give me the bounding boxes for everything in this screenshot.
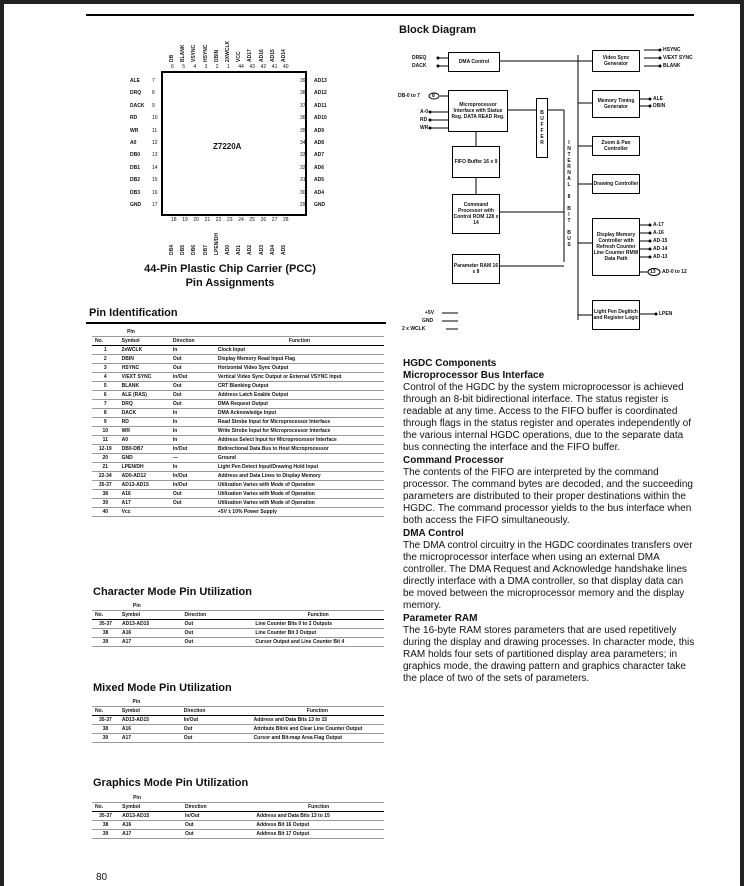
table-cell: 2xWCLK (119, 346, 170, 355)
table-group-label: Pin (92, 602, 182, 611)
table-cell: Address and Data Bits 13 to 15 (251, 716, 384, 725)
table-cell: Vcc (119, 508, 170, 517)
pin-number: 39 (300, 78, 306, 84)
sig-wr: WR (420, 125, 429, 131)
table-cell: In (170, 346, 215, 355)
param-ram-box: Parameter RAM 16 x 8 (452, 254, 500, 284)
sig-2xwclk: 2 x WCLK (402, 326, 426, 332)
table-cell: 1 (92, 346, 119, 355)
pin-number: 15 (152, 177, 158, 184)
table-cell: Clock Input (215, 346, 384, 355)
mpu-interface-box: Microprocessor Interface with Status Reg. DATA READ Reg. (448, 90, 508, 132)
table-header-cell: No. (92, 611, 119, 620)
table-cell: DACK (119, 409, 170, 418)
pin-signal: AD2 (247, 244, 254, 255)
pin-signal: DB4 (169, 244, 175, 255)
table-cell: AD13-AD15 (119, 620, 182, 629)
table-cell: Out (170, 400, 215, 409)
table-cell: Out (170, 490, 215, 499)
table-cell: Utilization Varies with Mode of Operation (215, 481, 384, 490)
char-mode-title: Character Mode Pin Utilization (93, 586, 252, 598)
table-cell: A17 (119, 830, 182, 839)
table-cell: CRT Blanking Output (215, 382, 384, 391)
table-cell: 35-37 (92, 481, 119, 490)
table-cell: +5V ± 10% Power Supply (215, 508, 384, 517)
sig-lpen: LPEN (659, 311, 673, 317)
table-cell: DMA Request Output (215, 400, 384, 409)
pin-signal: WR (130, 127, 139, 134)
pin-number: 16 (152, 189, 158, 196)
pin-signal: RD (130, 115, 138, 122)
table-cell: In/Out (182, 812, 253, 821)
table-header-cell: Symbol (119, 707, 181, 716)
pin-identification-title: Pin Identification (89, 307, 178, 319)
table-cell: In (170, 418, 215, 427)
table-cell: Utilization Varies with Mode of Operation (215, 490, 384, 499)
pin-signal: DB6 (191, 244, 198, 255)
pin-signal: GND (130, 202, 142, 208)
table-cell: 20 (92, 454, 119, 463)
sig-a16: A-16 (653, 230, 664, 236)
pin-signal: DB (169, 54, 175, 62)
table-cell: 35-37 (92, 716, 119, 725)
pin-number: 36 (300, 115, 306, 122)
table-cell: Bidirectional Data Bus to Host Microprocessor (215, 445, 384, 454)
sig-ad13: AD-13 (653, 254, 668, 260)
table-group-label: Pin (92, 698, 181, 707)
table-cell: 7 (92, 400, 119, 409)
pin-number: 35 (300, 127, 306, 134)
table-header-cell: No. (92, 707, 119, 716)
table-cell: Address Bit 16 Output (253, 821, 384, 830)
table-cell: Address Select Input for Microprocessor Interface (215, 436, 384, 445)
table-cell: 10 (92, 427, 119, 436)
table-cell: Out (170, 391, 215, 400)
pin-signal: DBIN (213, 49, 220, 62)
sig-ad15: AD-15 (653, 238, 668, 244)
pin-number: 3 (204, 64, 208, 70)
table-cell: BLANK (119, 382, 170, 391)
pin-signal: LPEN/DH (213, 233, 220, 255)
table-cell: 6 (92, 391, 119, 400)
pin-number: 1 (227, 64, 230, 70)
table-cell: 35-37 (92, 812, 119, 821)
pin-number: 21 (204, 217, 211, 223)
table-cell: DB0-DB7 (119, 445, 170, 454)
table-cell: 38 (92, 490, 119, 499)
table-cell: AD13-AD15 (119, 716, 181, 725)
pin-signal: AD10 (314, 115, 327, 122)
graphics-mode-title: Graphics Mode Pin Utilization (93, 777, 249, 789)
sig-bus8: 8 (432, 93, 435, 99)
table-cell: Line Counter Bits 0 to 2 Outputs (252, 620, 384, 629)
buffer-box: BUFFER (536, 98, 548, 158)
table-header-cell: Symbol (119, 803, 182, 812)
pin-number: 8 (152, 90, 155, 97)
pin-number: 28 (283, 217, 289, 223)
sig-bus13: 13 (650, 269, 656, 275)
fifo-box: FIFO Buffer 16 x 9 (452, 146, 500, 178)
sig-db: DB-0 to 7 (398, 93, 420, 99)
para-mpu: Control of the HGDC by the system microprocessor is achieved through an 8-bit bidirectional interface. The status register is readable at any time. Access to the FIFO buffer is coordinated through flags in the status register and operates independently of the various internal HGDC operations, due to the separate data bus connecting the interface and the FIFO buffer. (403, 382, 691, 453)
table-cell: Address and Data Lines to Display Memory (215, 472, 384, 481)
pin-signal: DB2 (130, 177, 141, 184)
table-cell: V/EXT SYNC (119, 373, 170, 382)
table-cell: A17 (119, 734, 181, 743)
pin-number: 42 (260, 64, 267, 70)
sig-dack: DACK (412, 63, 427, 69)
pin-signal: VCC (236, 51, 243, 62)
pin-number: 30 (300, 189, 306, 196)
table-header-cell: No. (92, 337, 119, 346)
table-cell: 39 (92, 638, 119, 647)
pin-number: 19 (182, 217, 188, 223)
pin-signal: AD11 (314, 102, 327, 109)
table-cell: Display Memory Read Input Flag (215, 355, 384, 364)
table-cell: 21 (92, 463, 119, 472)
sig-a0: A-0 (420, 109, 429, 115)
pin-signal: AD14 (281, 49, 287, 62)
pin-signal: AD13 (314, 78, 327, 84)
table-cell: AD13-AD15 (119, 481, 170, 490)
pin-signal: DB0 (130, 152, 141, 159)
pin-signal: A0 (130, 140, 137, 146)
table-cell: 4 (92, 373, 119, 382)
pin-signal: AD3 (258, 244, 265, 255)
table-cell: Vertical Video Sync Output or External VSYNC Input (215, 373, 384, 382)
chip-caption-line2: Pin Assignments (185, 277, 275, 289)
display-memory-box: Display Memory Controller with Refresh Counter Line Counter RMW Data Path (592, 218, 640, 276)
pin-number: 6 (171, 64, 174, 70)
pin-number: 25 (249, 217, 255, 223)
pin-signal: BLANK (180, 44, 187, 62)
para-dma: The DMA control circuitry in the HGDC coordinates transfers over the microprocessor interface when using an external DMA controller. The DMA Request and Acknowledge handshake lines directly interface with a DMA controller, so that display data can be moved between the microprocessor memory and the display memory. (403, 540, 693, 611)
pin-number: 12 (152, 140, 158, 146)
sig-gnd: GND (422, 318, 434, 324)
table-header-cell: Function (215, 337, 384, 346)
table-cell: AD13-AD15 (119, 812, 182, 821)
chip-caption-line1: 44-Pin Plastic Chip Carrier (PCC) (144, 263, 316, 275)
para-cmd: The contents of the FIFO are interpreted by the command processor. The command bytes are decoded, and the succeeding parameters are distributed to their proper destinations within the HGDC. The command processor yields to the bus interface when both access the FIFO simultaneously. (403, 467, 693, 526)
sig-5v: +5V (425, 310, 435, 316)
table-cell: A16 (119, 490, 170, 499)
table-cell: GND (119, 454, 170, 463)
table-cell: 38 (92, 725, 119, 734)
pin-number: 4 (193, 64, 197, 70)
memory-timing-box: Memory Timing Generator (592, 90, 640, 118)
pin-number: 43 (249, 64, 255, 70)
light-pen-box: Light Pen Deglitch and Register Logic (592, 300, 640, 330)
pin-number: 11 (152, 127, 158, 134)
table-cell: A17 (119, 499, 170, 508)
heading-components: HGDC Components (403, 358, 497, 369)
table-cell: DRQ (119, 400, 170, 409)
table-cell: Out (182, 830, 253, 839)
table-header-cell: Symbol (119, 611, 182, 620)
table-cell: RD (119, 418, 170, 427)
pin-signal: AD12 (314, 90, 327, 97)
sig-dreq: DREQ (412, 55, 427, 61)
table-cell: 9 (92, 418, 119, 427)
pin-signal: AD9 (314, 127, 325, 134)
table-cell: Out (182, 821, 253, 830)
table-cell: Out (181, 725, 251, 734)
sig-rd: RD (420, 117, 428, 123)
text-column (403, 358, 695, 686)
pin-signal: DACK (130, 102, 145, 109)
pin-signal: DB7 (202, 244, 209, 255)
table-cell: Write Strobe Input for Microprocessor Interface (215, 427, 384, 436)
block-diagram-title: Block Diagram (399, 24, 477, 36)
table-cell: Address and Data Bits 13 to 15 (253, 812, 384, 821)
table-cell: 5 (92, 382, 119, 391)
table-cell: Attribute Blink and Clear Line Counter Output (251, 725, 384, 734)
table-group-label: Pin (92, 328, 170, 337)
pin-number: 32 (300, 164, 306, 171)
table-cell: Line Counter Bit 3 Output (252, 629, 384, 638)
chip-name: Z7220A (213, 142, 242, 151)
table-cell: 22-34 (92, 472, 119, 481)
pin-number: 5 (182, 64, 185, 70)
table-cell: Horizontal Video Sync Output (215, 364, 384, 373)
pin-signal: AD1 (236, 244, 243, 255)
sig-ad14: AD-14 (653, 246, 668, 252)
table-cell: 38 (92, 629, 119, 638)
table-cell: Ground (215, 454, 384, 463)
pin-signal: 2XWCLK (225, 40, 231, 62)
table-cell: ALE (RAS) (119, 391, 170, 400)
sig-blank: BLANK (663, 63, 681, 69)
table-cell: Cursor and Bit-map Area Flag Output (251, 734, 384, 743)
pin-signal: AD0 (225, 244, 231, 255)
pin-number: 20 (193, 217, 199, 223)
table-header-cell: Symbol (119, 337, 170, 346)
pin-number: 14 (152, 164, 158, 171)
table-cell: 11 (92, 436, 119, 445)
table-cell: DBIN (119, 355, 170, 364)
pin-number: 10 (152, 115, 158, 122)
cmd-processor-box: Command Processor with Control ROM 128 x 14 (452, 194, 500, 234)
table-cell: Out (170, 382, 215, 391)
sig-a17: A-17 (653, 222, 664, 228)
page-number: 80 (96, 872, 108, 883)
table-cell: Out (170, 499, 215, 508)
sig-ad0: AD-0 to 12 (662, 269, 687, 275)
table-cell: Address Latch Enable Output (215, 391, 384, 400)
heading-mpu: Microprocessor Bus Interface (403, 370, 545, 381)
table-cell: Out (181, 734, 251, 743)
pin-signal: AD15 (269, 49, 276, 62)
pin-signal: AD5 (281, 244, 287, 255)
pin-number: 7 (152, 78, 155, 84)
sig-dbin: DBIN (653, 103, 666, 109)
pin-number: 23 (227, 217, 233, 223)
table-cell: A16 (119, 725, 181, 734)
table-cell: In/Out (170, 445, 215, 454)
drawing-controller-box: Drawing Controller (592, 174, 640, 194)
table-cell: — (170, 454, 215, 463)
pin-number: 2 (215, 64, 219, 70)
table-cell: Out (170, 355, 215, 364)
table-cell: In/Out (181, 716, 251, 725)
table-cell: 35-37 (92, 620, 119, 629)
table-cell: A17 (119, 638, 182, 647)
pin-signal: HSYNC (202, 44, 209, 62)
table-cell: A0 (119, 436, 170, 445)
table-header-cell: Direction (181, 707, 251, 716)
pin-number: 17 (152, 202, 158, 208)
table-cell: Read Strobe Input for Microprocessor Interface (215, 418, 384, 427)
pin-number: 41 (271, 64, 278, 70)
pin-signal: AD4 (314, 189, 325, 196)
table-cell: 39 (92, 499, 119, 508)
table-cell: WR (119, 427, 170, 436)
sig-ale: ALE (653, 96, 663, 102)
table-cell: HSYNC (119, 364, 170, 373)
table-cell: In/Out (170, 481, 215, 490)
table-cell: In (170, 409, 215, 418)
table-cell: Out (182, 629, 253, 638)
table-cell: In (170, 427, 215, 436)
pin-number: 24 (238, 217, 244, 223)
pin-signal: AD5 (314, 177, 325, 184)
table-cell: Light Pen Detect Input/Drawing Hold Input (215, 463, 384, 472)
table-cell: Cursor Output and Line Counter Bit 4 (252, 638, 384, 647)
pin-number: 27 (271, 217, 278, 223)
pin-number: 18 (171, 217, 177, 223)
table-cell: 2 (92, 355, 119, 364)
pin-signal: ALE (130, 78, 140, 84)
pin-number: 37 (300, 102, 306, 109)
sig-vsync: V/EXT SYNC (663, 55, 693, 61)
table-cell: 39 (92, 734, 119, 743)
table-cell: In/Out (170, 472, 215, 481)
table-header-cell: Direction (182, 803, 253, 812)
para-param: The 16-byte RAM stores parameters that are used repetitively during the display and drawing processes. In character mode, this RAM holds four sets of partitioned display area parameters; in graphics mode, the drawing pattern and graphics character take the place of two of the sets of parameters. (403, 625, 695, 684)
pin-signal: DB5 (180, 244, 187, 255)
table-cell: Utilization Varies with Mode of Operation (215, 499, 384, 508)
table-header-cell: Function (251, 707, 384, 716)
pin-signal: DB1 (130, 164, 141, 171)
table-header-cell: Function (253, 803, 384, 812)
pin-signal: GND (314, 202, 326, 208)
table-cell: Out (182, 620, 253, 629)
sig-hsync: HSYNC (663, 47, 681, 53)
pin-number: 9 (152, 102, 155, 109)
zoom-pan-box: Zoom & Pan Controller (592, 136, 640, 156)
dma-control-box: DMA Control (448, 52, 500, 72)
table-cell: 38 (92, 821, 119, 830)
table-header-cell: No. (92, 803, 119, 812)
pin-signal: AD8 (314, 140, 325, 146)
table-cell: 39 (92, 830, 119, 839)
table-header-cell: Direction (170, 337, 215, 346)
pin-signal: AD6 (314, 164, 325, 171)
table-header-cell: Function (252, 611, 384, 620)
pin-number: 40 (283, 64, 289, 70)
table-cell: 3 (92, 364, 119, 373)
pin-signal: DRQ (130, 90, 142, 97)
pin-number: 22 (215, 217, 222, 223)
pin-signal: AD4 (269, 244, 276, 255)
video-sync-box: Video Sync Generator (592, 50, 640, 72)
table-cell: A16 (119, 821, 182, 830)
table-cell: In (170, 463, 215, 472)
table-cell: 12-19 (92, 445, 119, 454)
heading-dma: DMA Control (403, 528, 464, 539)
pin-number: 29 (300, 202, 306, 208)
pin-signal: AD17 (247, 49, 254, 62)
mixed-mode-title: Mixed Mode Pin Utilization (93, 682, 232, 694)
pin-number: 33 (300, 152, 306, 159)
pin-number: 13 (152, 152, 158, 159)
table-cell: AD0-AD12 (119, 472, 170, 481)
pin-number: 26 (260, 217, 267, 223)
table-cell: Out (170, 364, 215, 373)
table-cell: In (170, 436, 215, 445)
pin-signal: AD7 (314, 152, 325, 159)
internal-bus-label: INTERNAL 8 BIT BUS (566, 140, 572, 248)
table-header-cell: Direction (182, 611, 253, 620)
table-cell: Out (182, 638, 253, 647)
table-cell: 40 (92, 508, 119, 517)
pin-number: 31 (300, 177, 306, 184)
table-cell: LPEN/DH (119, 463, 170, 472)
heading-cmd: Command Processor (403, 455, 504, 466)
pin-signal: DB3 (130, 189, 141, 196)
pin-number: 34 (300, 140, 306, 146)
heading-param: Parameter RAM (403, 613, 478, 624)
table-cell: A16 (119, 629, 182, 638)
pin-number: 38 (300, 90, 306, 97)
table-cell: Address Bit 17 Output (253, 830, 384, 839)
table-cell: In/Out (170, 373, 215, 382)
pin-number: 44 (238, 64, 244, 70)
table-cell: DMA Acknowledge Input (215, 409, 384, 418)
pin-signal: VSYNC (191, 44, 198, 62)
pin-signal: AD16 (258, 49, 265, 62)
table-group-label: Pin (92, 794, 182, 803)
table-cell: 8 (92, 409, 119, 418)
